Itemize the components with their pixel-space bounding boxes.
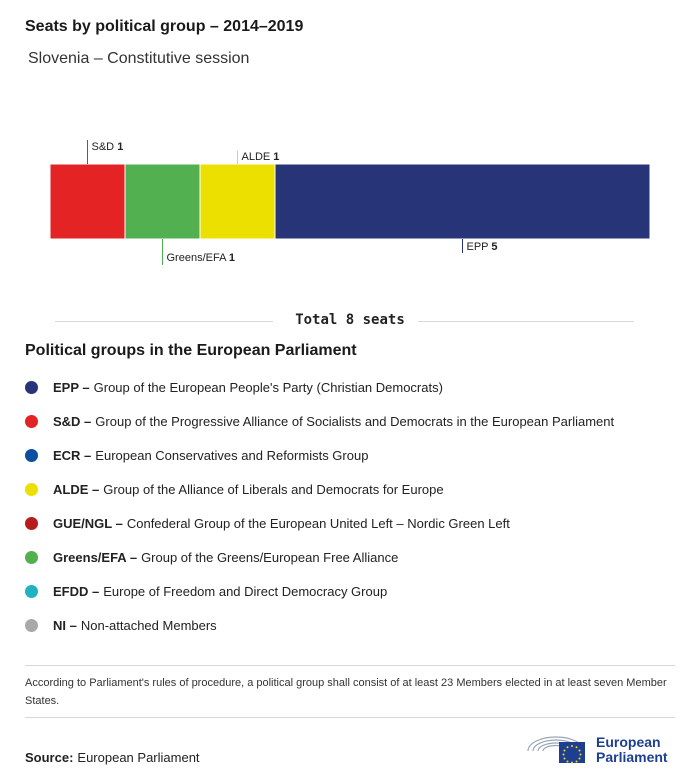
legend-list [25, 370, 614, 642]
segment-name: ALDE [241, 151, 274, 163]
segment-value: 1 [228, 252, 235, 264]
seats-bar-chart [0, 120, 700, 280]
european-parliament-logo [525, 728, 675, 768]
legend-item-gue-ngl [25, 506, 614, 540]
logo-wordmark [596, 735, 668, 765]
legend-dot [25, 551, 38, 564]
legend-item-efdd [25, 574, 614, 608]
total-seats: Total 8 seats [295, 312, 405, 328]
segment-label-epp [467, 241, 498, 253]
parliament-hemicycle-icon [525, 728, 593, 768]
legend-item-ni [25, 608, 614, 642]
note-divider-top [25, 665, 675, 666]
legend-item-ecr [25, 438, 614, 472]
logo-line-1: European [596, 734, 661, 750]
segment-label-s-d [92, 141, 124, 153]
legend-dot [25, 585, 38, 598]
legend-item-alde [25, 472, 614, 506]
segment-label-greens-efa [167, 252, 236, 264]
legend-abbr: S&D – [53, 413, 92, 429]
legend-dot [25, 517, 38, 530]
legend-dot [25, 449, 38, 462]
legend-abbr: EFDD – [53, 583, 100, 599]
legend-abbr: GUE/NGL – [53, 515, 123, 531]
legend-abbr: EPP – [53, 379, 90, 395]
segment-value: 1 [273, 151, 280, 163]
source-credit [25, 750, 200, 765]
chart-title: Seats by political group – 2014–2019 [25, 18, 304, 35]
legend-desc: Confederal Group of the European United Left – Nordic Green Left [126, 515, 510, 531]
segment-value: 5 [491, 241, 498, 253]
bar-segment-s-d [50, 164, 125, 239]
segment-name: EPP [466, 241, 492, 253]
legend-desc: Group of the Progressive Alliance of Socialists and Democrats in the European Parliament [95, 413, 615, 429]
segment-name: Greens/EFA [166, 252, 229, 264]
legend-desc: Group of the Greens/European Free Alliance [141, 549, 399, 565]
legend-dot [25, 619, 38, 632]
bar-segment-alde [200, 164, 275, 239]
segment-name: S&D [91, 141, 118, 153]
legend-dot [25, 381, 38, 394]
legend-desc: European Conservatives and Reformists Group [95, 447, 369, 463]
legend-item-sd [25, 404, 614, 438]
bar-segment-epp [275, 164, 650, 239]
legend-item-greens-efa [25, 540, 614, 574]
legend-desc: Non-attached Members [80, 617, 217, 633]
segment-value: 1 [117, 141, 124, 153]
source-value: European Parliament [77, 750, 200, 765]
legend-abbr: Greens/EFA – [53, 549, 138, 565]
legend-dot [25, 415, 38, 428]
rules-note: According to Parliament's rules of procedure, a political group shall consist of at least 23 Members elected in at least seven Member States. [25, 677, 667, 707]
legend-dot [25, 483, 38, 496]
legend-desc: Group of the European People's Party (Christian Democrats) [93, 379, 443, 395]
note-divider-bottom [25, 717, 675, 718]
legend-abbr: ALDE – [53, 481, 100, 497]
legend-desc: Europe of Freedom and Direct Democracy Group [103, 583, 388, 599]
source-label: Source: [25, 750, 74, 765]
bar-segment-greens-efa [125, 164, 200, 239]
legend-heading: Political groups in the European Parliament [25, 342, 357, 359]
chart-subtitle: Slovenia – Constitutive session [28, 50, 250, 67]
legend-desc: Group of the Alliance of Liberals and Democrats for Europe [103, 481, 444, 497]
legend-item-epp [25, 370, 614, 404]
legend-abbr: NI – [53, 617, 77, 633]
segment-label-alde [242, 151, 280, 163]
logo-line-2: Parliament [596, 749, 668, 765]
legend-abbr: ECR – [53, 447, 92, 463]
